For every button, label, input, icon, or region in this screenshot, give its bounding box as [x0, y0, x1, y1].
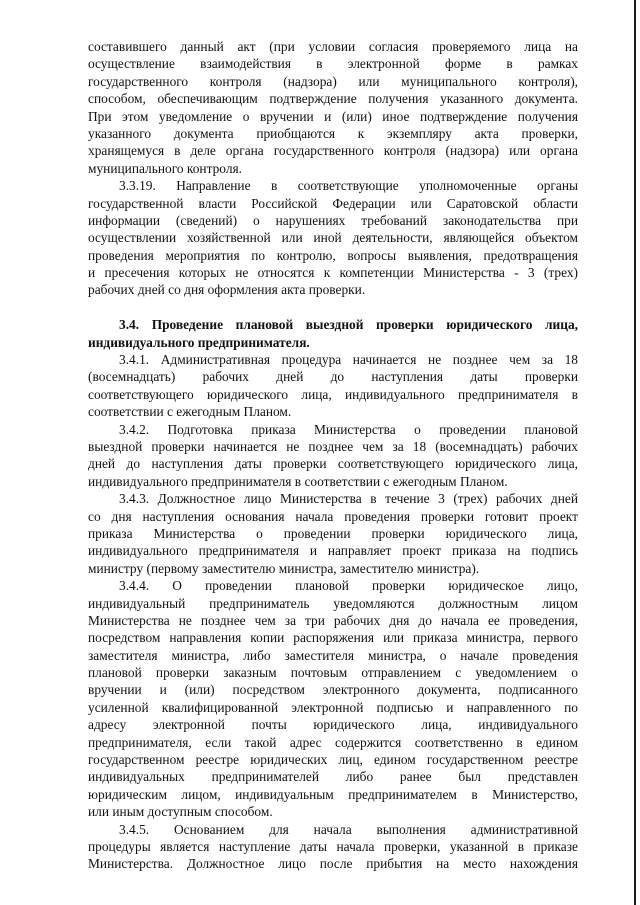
text-line: посредством направления копии распоряжения или приказа министра, первого — [88, 630, 578, 646]
text-line: плановой проверки заказным почтовым отправлением с уведомлением о — [88, 665, 578, 681]
text-line: усиленной квалифицированной электронной подписью и направленного по — [88, 699, 578, 715]
text-line: со дня наступления основания начала проведения проверки готовит проект — [88, 508, 578, 524]
text-line: муниципального контроля. — [88, 160, 243, 176]
text-line: хранящемуся в деле органа государственного контроля (надзора) или органа — [88, 143, 578, 159]
text-line: индивидуального предпринимателя в соответствии с ежегодным Планом. — [88, 473, 508, 489]
text-line: индивидуального предпринимателя. — [88, 334, 310, 350]
paragraph — [88, 490, 578, 577]
text-line: или иным доступным способом. — [88, 804, 273, 820]
text-line: способом, обеспечивающим подтверждение получения указанного документа. — [88, 91, 578, 107]
text-line: процедуры является наступление даты начала проверки, указанной в приказе — [88, 838, 578, 854]
paragraph — [88, 38, 578, 177]
text-line: индивидуального предпринимателя и направляет проект приказа на подпись — [88, 543, 578, 559]
page-edge-line — [634, 0, 636, 905]
text-line: рабочих дней со дня оформления акта проверки. — [88, 282, 366, 298]
text-line: осуществлении хозяйственной или иной деятельности, являющейся объектом — [88, 230, 578, 246]
text-line: индивидуальных предпринимателей либо ранее был представлен — [88, 769, 578, 785]
text-line: соответствующего юридического лица, индивидуального предпринимателя в — [88, 386, 578, 402]
paragraph — [88, 351, 578, 421]
text-line: индивидуальный предприниматель уведомляются должностным лицом — [88, 595, 578, 611]
text-line: приказа Министерства о проведении проверки юридического лица, — [88, 525, 578, 541]
text-line: указанного документа приобщаются к экземпляру акта проверки, — [88, 125, 578, 141]
text-line: министру (первому заместителю министра, заместителю министра). — [88, 560, 480, 576]
text-line: информации (сведений) о нарушениях требований законодательства при — [88, 212, 578, 228]
text-line: адресу электронной почты юридического лица, индивидуального — [88, 717, 578, 733]
text-line: заместителя министра, либо заместителя министра, о начале проведения — [88, 647, 578, 663]
paragraph — [88, 421, 578, 491]
text-line: 3.4.2. Подготовка приказа Министерства о проведении плановой — [119, 421, 578, 437]
section-heading — [88, 316, 578, 351]
text-line: осуществление взаимодействия в электронной форме в рамках — [88, 56, 578, 72]
text-line: 3.4.1. Административная процедура начинается не позднее чем за 18 — [119, 352, 578, 368]
text-line: При этом уведомление о вручении и (или) иное подтверждение получения — [88, 108, 578, 124]
text-line: и пресечения которых не относятся к компетенции Министерства - 3 (трех) — [88, 265, 578, 281]
text-line: 3.4. Проведение плановой выездной проверки юридического лица, — [119, 317, 578, 333]
text-line: проведения мероприятия по контролю, вопросы выявления, предотвращения — [88, 247, 578, 263]
paragraph — [88, 177, 578, 299]
text-line: составившего данный акт (при условии согласия проверяемого лица на — [88, 39, 578, 54]
paragraph — [88, 821, 578, 873]
text-line: соответствии с ежегодным Планом. — [88, 404, 292, 420]
text-line: (восемнадцать) рабочих дней до наступления даты проверки — [88, 369, 578, 385]
text-line: предпринимателя, если такой адрес содержится соответственно в едином — [88, 734, 578, 750]
text-line: вручении и (или) посредством электронного документа, подписанного — [88, 682, 578, 698]
text-line: государственном реестре юридических лиц, едином государственном реестре — [88, 752, 578, 768]
text-line: Министерства не позднее чем за три рабочих дня до начала ее проведения, — [88, 612, 578, 628]
text-line: 3.4.4. О проведении плановой проверки юридическое лицо, — [119, 578, 578, 594]
text-line: выездной проверки начинается не позднее чем за 18 (восемнадцать) рабочих — [88, 438, 578, 454]
text-line: 3.4.5. Основанием для начала выполнения административной — [119, 821, 578, 837]
text-line: государственной власти Российской Федерации или Саратовской области — [88, 195, 578, 211]
paragraph — [88, 577, 578, 820]
text-line: государственного контроля (надзора) или муниципального контроля), — [88, 73, 578, 89]
text-line: 3.3.19. Направление в соответствующие уполномоченные органы — [119, 178, 578, 194]
document-page — [88, 38, 578, 873]
text-line: Министерства. Должностное лицо после прибытия на место нахождения — [88, 856, 578, 872]
paragraph-gap — [88, 299, 578, 316]
text-line: 3.4.3. Должностное лицо Министерства в течение 3 (трех) рабочих дней — [119, 491, 578, 507]
text-line: дней до наступления даты проверки соответствующего юридического лица, — [88, 456, 578, 472]
text-line: юридическим лицом, индивидуальным предпринимателем в Министерство, — [88, 786, 578, 802]
